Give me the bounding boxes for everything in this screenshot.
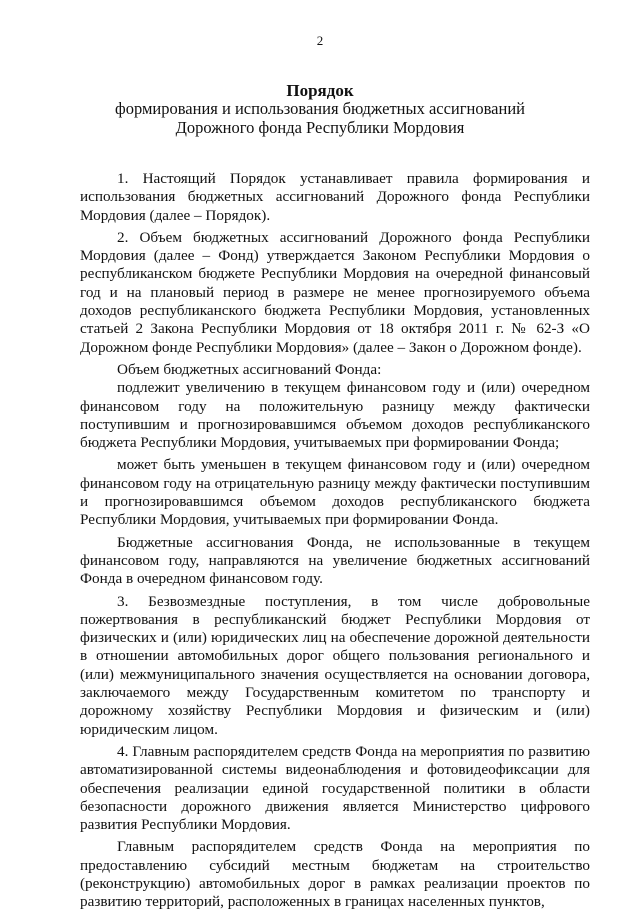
page-number: 2 — [316, 33, 324, 48]
paragraph-9: Главным распорядителем средств Фонда на мероприятия по предоставлению субсидий местным бюджетам на строительство (реконструкцию) автомобильных дорог в рамках реализации проектов по развитию территорий, расположенных в границах населенных пунктов, — [80, 838, 590, 911]
paragraph-4: подлежит увеличению в текущем финансовом году и (или) очередном финансовом году на положительную разницу между фактически поступившим и прогнозировавшимся объемом доходов республиканского бюджета Республики Мордовия, учитываемых при формировании Фонда; — [80, 379, 590, 452]
title-block — [0, 81, 640, 137]
paragraph-2: 2. Объем бюджетных ассигнований Дорожного фонда Республики Мордовия (далее – Фонд) утверждается Законом Республики Мордовия о республиканском бюджете Республики Мордовия на очередной финансовый год и на плановый период в размере не менее прогнозируемого объема доходов республиканского бюджета Республики Мордовия, установленных статьей 2 Закона Республики Мордовия от 18 октября 2011 г. № 62-З «О Дорожном фонде Республики Мордовия» (далее – Закон о Дорожном фонде). — [80, 228, 590, 356]
paragraph-5: может быть уменьшен в текущем финансовом году и (или) очередном финансовом году на отрицательную разницу между фактически поступившим и прогнозировавшимся объемом доходов республиканского бюджета Республики Мордовия, учитываемых при формировании Фонда. — [80, 456, 590, 529]
paragraph-6: Бюджетные ассигнования Фонда, не использованные в текущем финансовом году, направляются на увеличение бюджетных ассигнований Фонда в очередном финансовом году. — [80, 533, 590, 588]
document-title: Порядок — [286, 81, 354, 100]
paragraph-7: 3. Безвозмездные поступления, в том числе добровольные пожертвования в республиканский бюджет Республики Мордовия от физических и (или) юридических лиц на обеспечение дорожной деятельности в отношении автомобильных дорог общего пользования регионального и (или) межмуниципального значения осуществляется на основании договора, заключаемого между Государственным комитетом по транспорту и дорожному хозяйству Республики Мордовия и физическим и (или) юридическим лицом. — [80, 592, 590, 738]
document-body — [80, 170, 590, 912]
document-subtitle-line-2: Дорожного фонда Республики Мордовия — [175, 117, 465, 137]
paragraph-3: Объем бюджетных ассигнований Фонда: — [117, 360, 382, 378]
paragraph-1: 1. Настоящий Порядок устанавливает правила формирования и использования бюджетных ассигнований Дорожного фонда Республики Мордовия (далее – Порядок). — [80, 170, 590, 224]
document-subtitle-line-1: формирования и использования бюджетных ассигнований — [115, 99, 525, 118]
paragraph-8: 4. Главным распорядителем средств Фонда на мероприятия по развитию автоматизированной системы видеонаблюдения и фотовидеофиксации для обеспечения реализации единой государственной политики в области безопасности дорожного движения является Министерство цифрового развития Республики Мордовия. — [80, 742, 590, 834]
